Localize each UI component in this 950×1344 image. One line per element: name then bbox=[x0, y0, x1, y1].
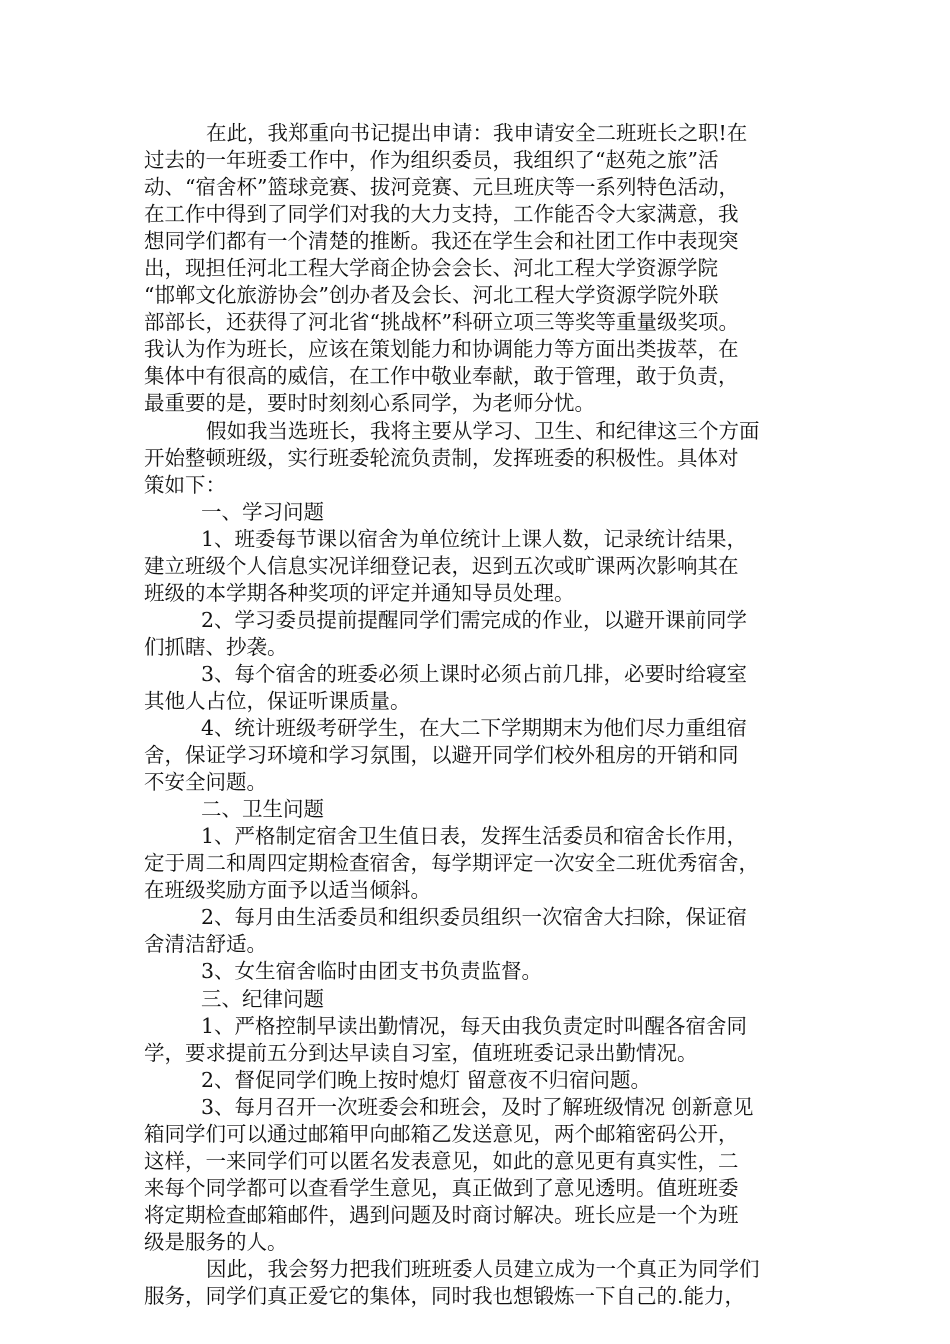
text-line: 在工作中得到了同学们对我的大力支持，工作能否令大家满意，我 bbox=[144, 202, 739, 227]
text-line: 学，要求提前五分到达早读自习室，值班班委记录出勤情况。 bbox=[144, 1040, 698, 1065]
text-line: 定于周二和周四定期检查宿舍，每学期评定一次安全二班优秀宿舍， bbox=[144, 851, 759, 876]
text-line: 班级的本学期各种奖项的评定并通知导员处理。 bbox=[144, 580, 575, 605]
text-line: 3、每月召开一次班委会和班会，及时了解班级情况 创新意见 bbox=[201, 1094, 754, 1119]
text-line: 一、学习问题 bbox=[201, 499, 324, 524]
text-line: 级是服务的人。 bbox=[144, 1229, 288, 1254]
text-line: 2、学习委员提前提醒同学们需完成的作业，以避开课前同学 bbox=[201, 607, 748, 632]
text-line: 二、卫生问题 bbox=[201, 797, 324, 822]
text-line: 2、每月由生活委员和组织委员组织一次宿舍大扫除，保证宿 bbox=[201, 905, 748, 930]
text-line: 舍清洁舒适。 bbox=[144, 932, 267, 957]
text-line: 来每个同学都可以查看学生意见，真正做到了意见透明。值班班委 bbox=[144, 1175, 739, 1200]
document-body bbox=[144, 120, 824, 1310]
text-line: 策如下： bbox=[144, 472, 226, 497]
text-line: 4、统计班级考研学生，在大二下学期期末为他们尽力重组宿 bbox=[201, 716, 748, 741]
text-line: 我认为作为班长，应该在策划能力和协调能力等方面出类拔萃，在 bbox=[144, 337, 739, 362]
text-line: 服务，同学们真正爱它的集体，同时我也想锻炼一下自己的.能力， bbox=[144, 1284, 746, 1309]
text-line: 舍，保证学习环境和学习氛围，以避开同学们校外租房的开销和同 bbox=[144, 743, 739, 768]
text-line: 1、严格控制早读出勤情况，每天由我负责定时叫醒各宿舍同 bbox=[201, 1013, 748, 1038]
text-line: 3、女生宿舍临时由团支书负责监督。 bbox=[201, 959, 543, 984]
text-line: 箱同学们可以通过邮箱甲向邮箱乙发送意见，两个邮箱密码公开， bbox=[144, 1121, 739, 1146]
text-line: 们抓瞎、抄袭。 bbox=[144, 634, 288, 659]
text-line: 部部长，还获得了河北省“挑战杯”科研立项三等奖等重量级奖项。 bbox=[144, 310, 739, 335]
text-line: 2、督促同学们晚上按时熄灯 留意夜不归宿问题。 bbox=[201, 1067, 652, 1092]
text-line: 三、纪律问题 bbox=[201, 986, 324, 1011]
text-line: 因此，我会努力把我们班班委人员建立成为一个真正为同学们 bbox=[206, 1256, 760, 1281]
text-line: 集体中有很高的威信，在工作中敬业奉献，敢于管理，敢于负责， bbox=[144, 364, 739, 389]
text-line: 1、严格制定宿舍卫生值日表，发挥生活委员和宿舍长作用， bbox=[201, 824, 748, 849]
text-line: 开始整顿班级，实行班委轮流负责制，发挥班委的积极性。具体对 bbox=[144, 445, 739, 470]
text-line: “邯郸文化旅游协会”创办者及会长、河北工程大学资源学院外联 bbox=[144, 283, 719, 308]
text-line: 建立班级个人信息实况详细登记表，迟到五次或旷课两次影响其在 bbox=[144, 553, 739, 578]
text-line: 1、班委每节课以宿舍为单位统计上课人数，记录统计结果， bbox=[201, 526, 748, 551]
text-line: 将定期检查邮箱邮件，遇到问题及时商讨解决。班长应是一个为班 bbox=[144, 1202, 739, 1227]
text-line: 最重要的是，要时时刻刻心系同学，为老师分忧。 bbox=[144, 391, 595, 416]
text-line: 在班级奖励方面予以适当倾斜。 bbox=[144, 878, 431, 903]
text-line: 想同学们都有一个清楚的推断。我还在学生会和社团工作中表现突 bbox=[144, 229, 739, 254]
text-line: 3、每个宿舍的班委必须上课时必须占前几排，必要时给寝室 bbox=[201, 661, 748, 686]
text-line: 过去的一年班委工作中，作为组织委员，我组织了“赵苑之旅”活 bbox=[144, 148, 719, 173]
text-line: 动、“宿舍杯”篮球竞赛、拔河竞赛、元旦班庆等一系列特色活动， bbox=[144, 175, 739, 200]
text-line: 在此，我郑重向书记提出申请：我申请安全二班班长之职!在 bbox=[206, 121, 748, 145]
text-line: 不安全问题。 bbox=[144, 770, 267, 795]
text-line: 这样，一来同学们可以匿名发表意见，如此的意见更有真实性，二 bbox=[144, 1148, 739, 1173]
text-line: 其他人占位，保证听课质量。 bbox=[144, 688, 411, 713]
text-line: 假如我当选班长，我将主要从学习、卫生、和纪律这三个方面 bbox=[206, 418, 760, 443]
text-line: 出，现担任河北工程大学商企协会会长、河北工程大学资源学院 bbox=[144, 256, 718, 281]
